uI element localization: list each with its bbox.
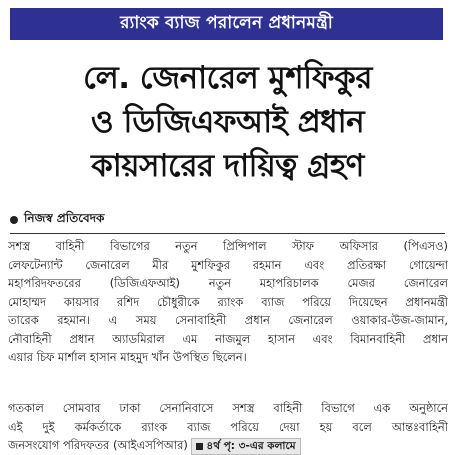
- paragraph-line: মোহাম্মদ কায়সার রশিদ চৌধুরীকে র‍্যাংক ব্যাজ পরিয়ে দিয়েছেন প্রধানমন্ত্রী: [8, 294, 448, 309]
- byline-divider: [10, 233, 445, 234]
- paragraph-line: তারেক রহমান। এ সময় সেনাবাহিনী প্রধান জেনারেল ওয়াকার-উজ-জামান,: [8, 313, 448, 327]
- bullet-icon: [10, 216, 18, 224]
- paragraph-line: গতকাল সোমবার ঢাকা সেনানিবাসে সশস্ত্র বাহিনী বিভাগে এক অনুষ্ঠানে: [8, 401, 448, 415]
- paragraph-line: এয়ার চিফ মার্শাল হাসান মাহমুদ খাঁন উপস্থিত ছিলেন।: [8, 350, 247, 364]
- headline-line-1: লে. জেনারেল মুশফিকুর: [83, 60, 372, 96]
- headline-line-2: ও ডিজিএফআই প্রধান: [90, 104, 365, 140]
- square-bullet-icon: [196, 443, 203, 450]
- byline-text: নিজস্ব প্রতিবেদক: [24, 211, 105, 225]
- paragraph-line: সশস্ত্র বাহিনী বিভাগের নতুন প্রিন্সিপাল স্টাফ অফিসার (পিএসও): [8, 239, 448, 253]
- paragraph-line: এই দুই কর্মকর্তাকে র‍্যাংক ব্যাজ পরিয়ে দেয়া হয় বলে আন্তঃবাহিনী: [8, 419, 448, 434]
- headline: [6, 56, 449, 188]
- kicker-banner: [10, 8, 443, 40]
- kicker-text: র‍্যাংক ব্যাজ পরালেন প্রধানমন্ত্রী: [120, 13, 333, 33]
- headline-line-3: কায়সারের দায়িত্ব গ্রহণ: [91, 148, 364, 184]
- paragraph-1: [8, 237, 448, 367]
- paragraph-line: মহাপরিদফতরের (ডিজিএফআই) নতুন মহাপরিচালক মেজর জেনারেল: [8, 276, 448, 290]
- paragraph-line-last: [8, 436, 448, 455]
- byline: [10, 210, 445, 230]
- paragraph-2-tail: জনসংযোগ পরিদফতর (আইএসপিআর): [8, 438, 188, 452]
- continuation-text: ৪র্থ পৃ: ৩-এর কলামে: [206, 440, 296, 452]
- paragraph-line: লেফটেন্যান্ট জেনারেল মীর মুশফিকুর রহমান এবং প্রতিরক্ষা গোয়েন্দা: [8, 257, 448, 272]
- paragraph-line: নৌবাহিনী প্রধান অ্যাডমিরাল এম নাজমুল হাসান এবং বিমানবাহিনী প্রধান: [8, 331, 448, 346]
